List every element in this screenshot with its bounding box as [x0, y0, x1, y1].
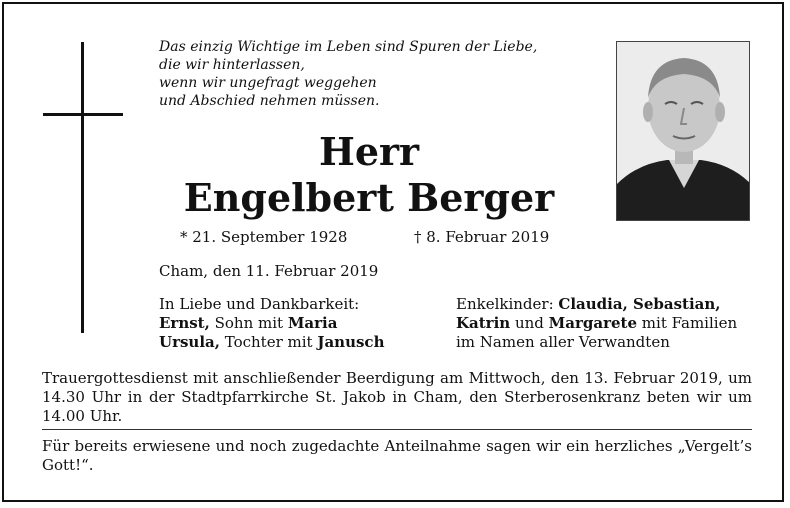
- son-partner-name: Maria: [287, 314, 338, 332]
- mourners-family: [159, 295, 384, 352]
- daughter-name: Ursula,: [159, 333, 220, 351]
- funeral-service-text: Trauergottesdienst mit anschließender Beerdigung am Mittwoch, den 13. Februar 2019, um 14.30 Uhr in der Stadtpfarrkirche St. Jakob in Cham, den Sterberosenkranz beten wir um 14.00 Uhr.: [42, 369, 752, 425]
- mourners-grandchildren: [456, 295, 737, 352]
- mourners-son-line: [159, 314, 384, 333]
- poem-line: die wir hinterlassen,: [159, 57, 305, 73]
- grandchildren-line-1: [456, 295, 737, 314]
- death-date: † 8. Februar 2019: [414, 228, 550, 246]
- place-and-date: Cham, den 11. Februar 2019: [159, 262, 379, 280]
- grandchildren-line-3: im Namen aller Verwandten: [456, 333, 670, 351]
- memorial-poem: [159, 38, 589, 110]
- grandchildren-line-2: [456, 314, 737, 333]
- deceased-name: Engelbert Berger: [183, 175, 555, 220]
- poem-line: und Abschied nehmen müssen.: [159, 93, 380, 109]
- cross-vertical-bar: [81, 42, 84, 333]
- son-relation: Sohn mit: [209, 314, 288, 332]
- poem-line: wenn wir ungefragt weggehen: [159, 75, 377, 91]
- poem-line: Das einzig Wichtige im Leben sind Spuren der Liebe,: [159, 39, 538, 55]
- portrait-photo: [616, 41, 750, 221]
- obituary-notice: [2, 2, 784, 502]
- daughter-partner-name: Janusch: [317, 333, 385, 351]
- salutation: Herr: [318, 129, 420, 174]
- grandchildren-label: Enkelkinder:: [456, 295, 559, 313]
- daughter-relation: Tochter mit: [219, 333, 318, 351]
- cross-horizontal-bar: [43, 113, 123, 116]
- grandchild-name: Katrin: [456, 314, 511, 332]
- grandchildren-names: Claudia, Sebastian,: [558, 295, 721, 313]
- portrait-image: [617, 42, 750, 221]
- conjunction: und: [510, 314, 549, 332]
- mourners-intro: In Liebe und Dankbarkeit:: [159, 295, 360, 313]
- with-families: mit Familien: [637, 314, 738, 332]
- divider: [42, 429, 752, 430]
- birth-date: * 21. September 1928: [180, 228, 348, 246]
- son-name: Ernst,: [159, 314, 210, 332]
- mourners-daughter-line: [159, 333, 384, 352]
- grandchild-name: Margarete: [548, 314, 638, 332]
- thanks-text: Für bereits erwiesene und noch zugedachte Anteilnahme sagen wir ein herzliches „Vergelt’s Gott!“.: [42, 437, 752, 474]
